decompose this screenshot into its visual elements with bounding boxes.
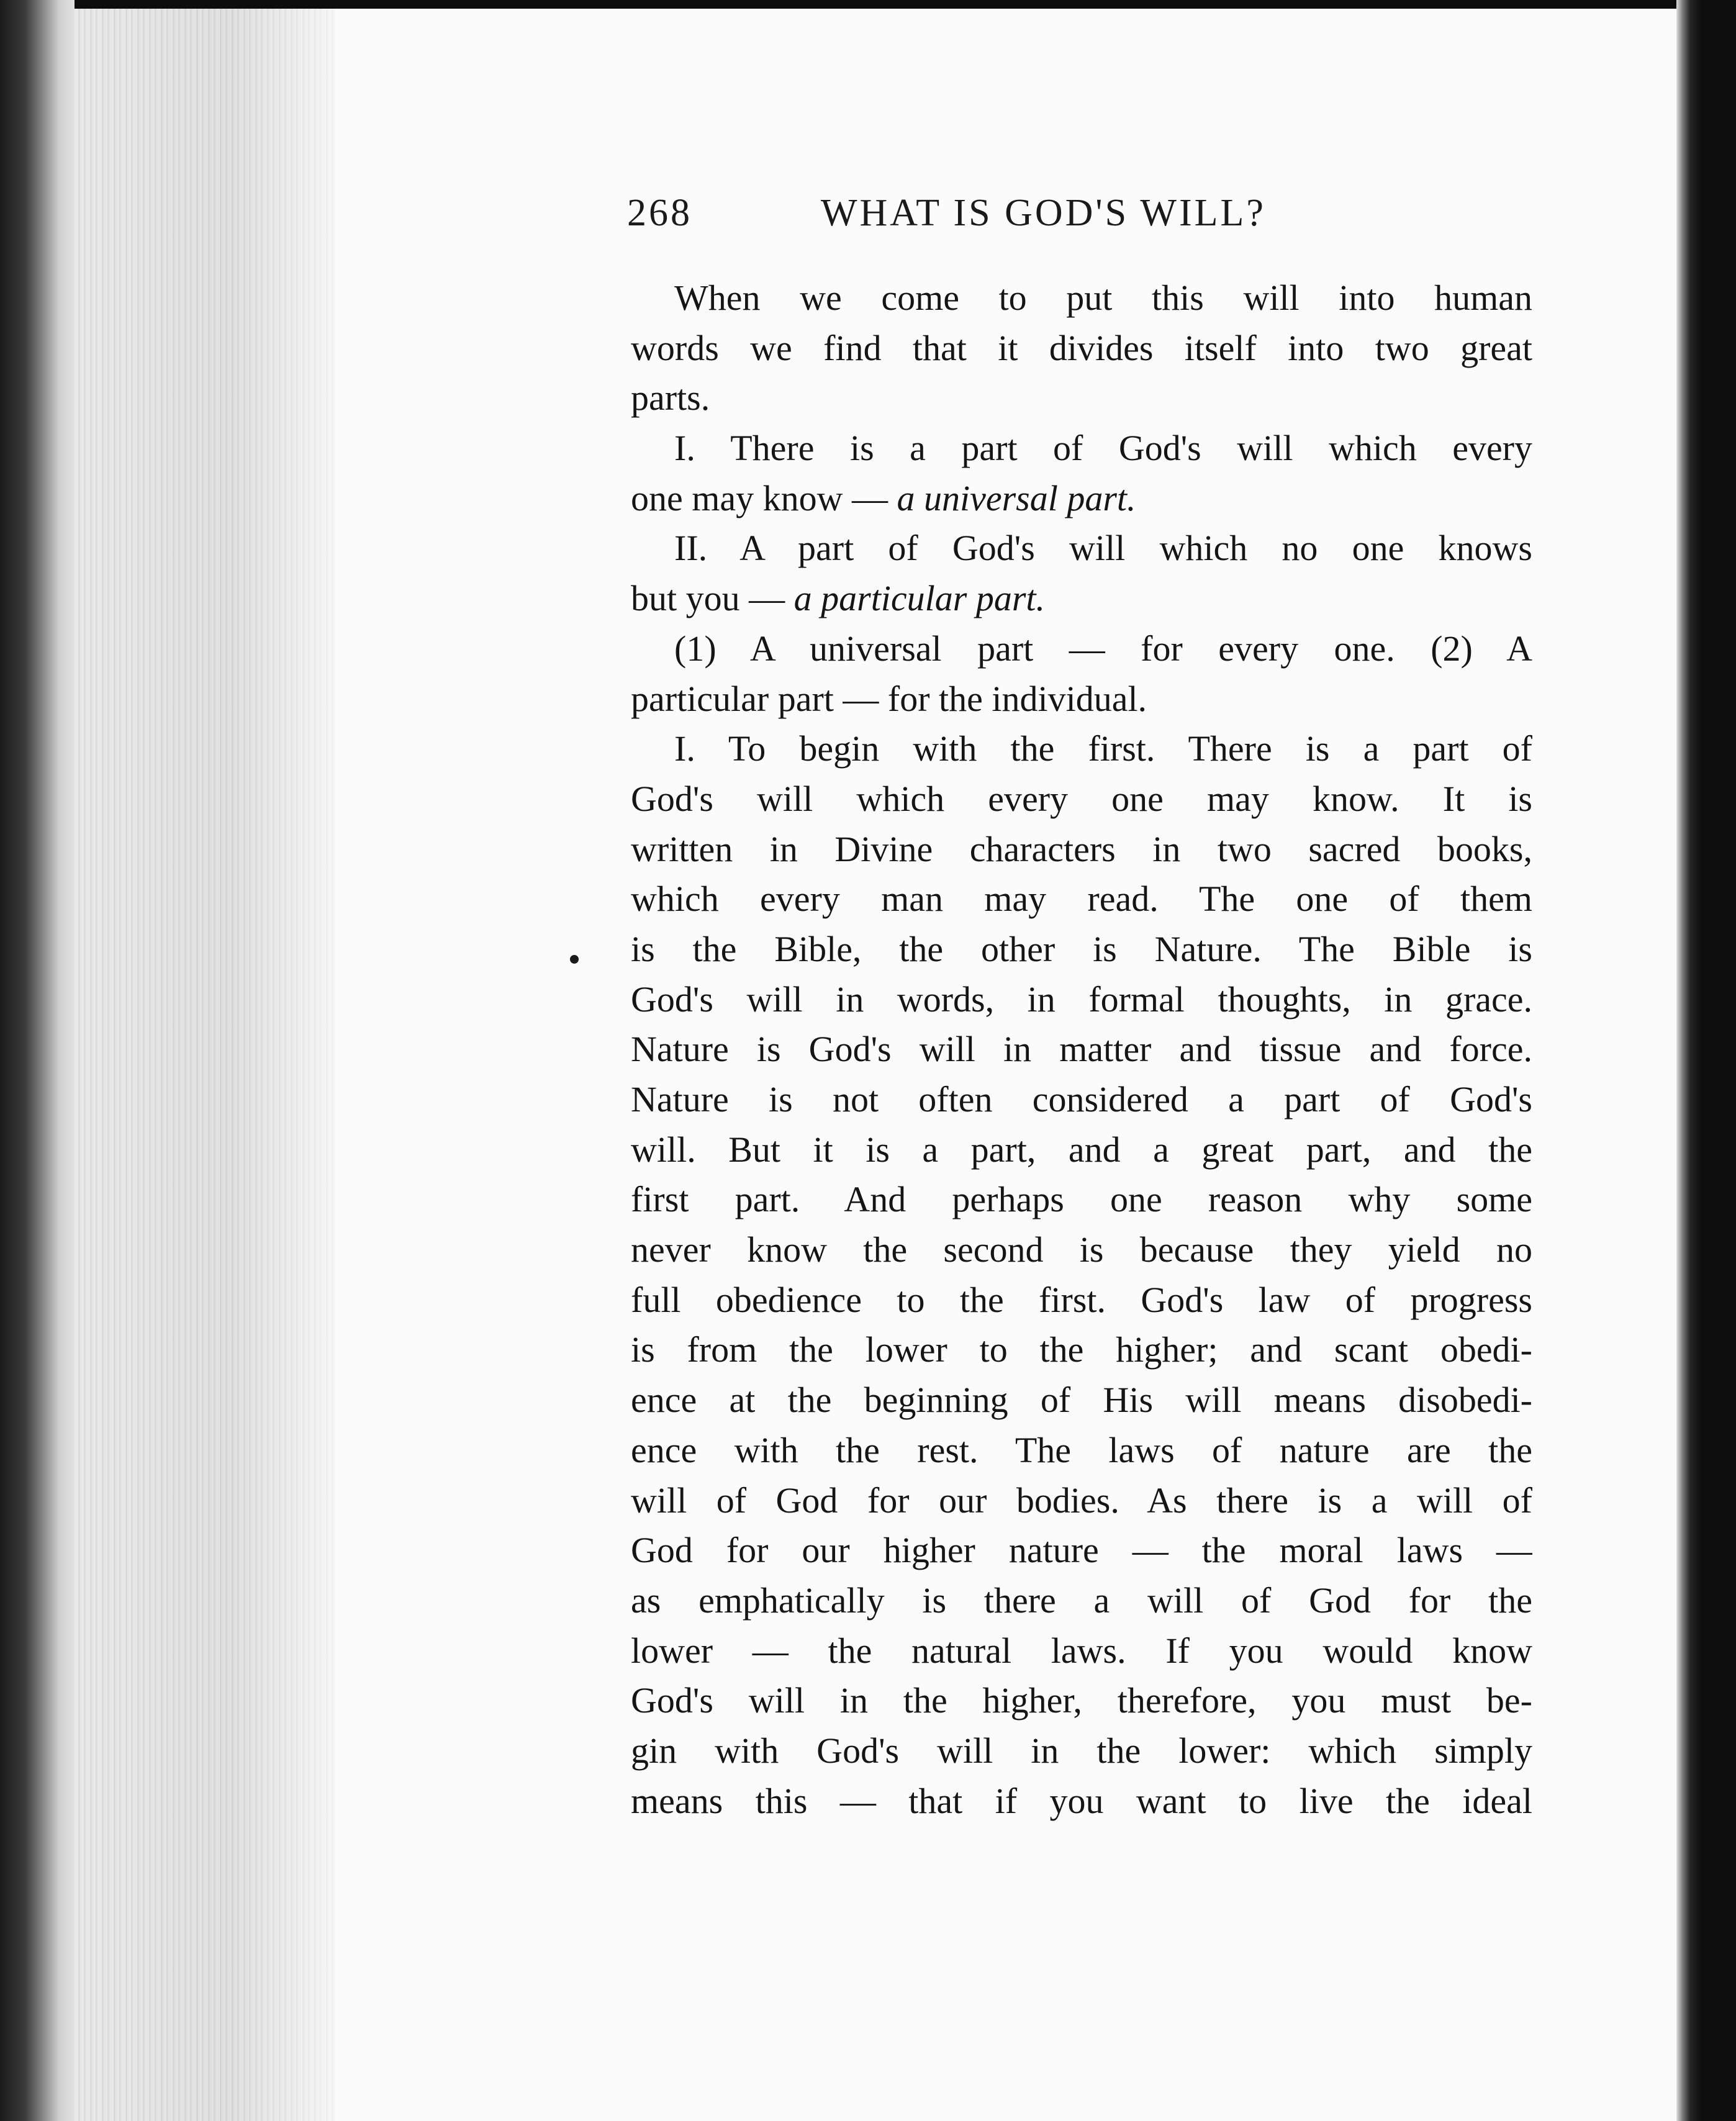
text-line: lower — the natural laws. If you would know	[631, 1630, 1532, 1671]
text-line: When we come to put this will into human	[674, 278, 1532, 318]
text-line: written in Divine characters in two sacred books,	[631, 828, 1532, 869]
italic-phrase: a particular part.	[793, 578, 1046, 619]
text-line: II. A part of God's will which no one knows	[674, 528, 1532, 569]
text-line: God's will which every one may know. It is	[631, 778, 1532, 819]
scan-right-edge	[1676, 0, 1736, 2121]
text-line: will. But it is a part, and a great part, and the	[631, 1129, 1532, 1170]
text-line: (1) A universal part — for every one. (2) A	[674, 628, 1532, 669]
text-line: gin with God's will in the lower: which simply	[631, 1730, 1532, 1771]
text-line: Nature is not often considered a part of God's	[631, 1079, 1532, 1119]
text-line: God's will in words, in formal thoughts, in grace.	[631, 979, 1532, 1020]
text-line: I. To begin with the first. There is a part of	[674, 728, 1532, 769]
text-line: ence with the rest. The laws of nature are the	[631, 1429, 1532, 1470]
body-text	[631, 273, 1532, 1826]
margin-ink-mark	[570, 955, 579, 964]
italic-phrase: a universal part.	[897, 477, 1136, 518]
text-line: is from the lower to the higher; and scant obedi-	[631, 1329, 1532, 1370]
text-line: will of God for our bodies. As there is a will of	[631, 1480, 1532, 1521]
running-title: WHAT IS GOD'S WILL?	[821, 192, 1266, 234]
text-line: which every man may read. The one of them	[631, 879, 1532, 920]
scan-left-edge	[0, 0, 75, 2121]
text-line: means this — that if you want to live the ideal	[631, 1780, 1532, 1821]
text-line: I. There is a part of God's will which every	[674, 428, 1532, 469]
text-line: words we find that it divides itself into two great	[631, 327, 1532, 368]
text-line: first part. And perhaps one reason why some	[631, 1179, 1532, 1220]
text-line: ence at the beginning of His will means disobedi-	[631, 1380, 1532, 1421]
running-head	[627, 191, 1360, 241]
text-line: Nature is God's will in matter and tissue and force.	[631, 1029, 1532, 1070]
scan-top-edge	[0, 0, 1736, 9]
page-stack-shading	[75, 9, 335, 2121]
text-line: but you — a particular part.	[631, 578, 1046, 619]
text-line: God for our higher nature — the moral laws —	[631, 1530, 1532, 1571]
text-line: one may know — a universal part.	[631, 477, 1136, 518]
text-line: as emphatically is there a will of God for the	[631, 1580, 1532, 1621]
text-line: full obedience to the first. God's law of progress	[631, 1279, 1532, 1320]
text-line: particular part — for the individual.	[631, 678, 1147, 719]
page-number: 268	[627, 192, 692, 234]
text-line: is the Bible, the other is Nature. The Bible is	[631, 928, 1532, 969]
text-line: parts.	[631, 378, 710, 418]
text-line: never know the second is because they yield no	[631, 1229, 1532, 1270]
text-line: God's will in the higher, therefore, you must be-	[631, 1680, 1532, 1721]
